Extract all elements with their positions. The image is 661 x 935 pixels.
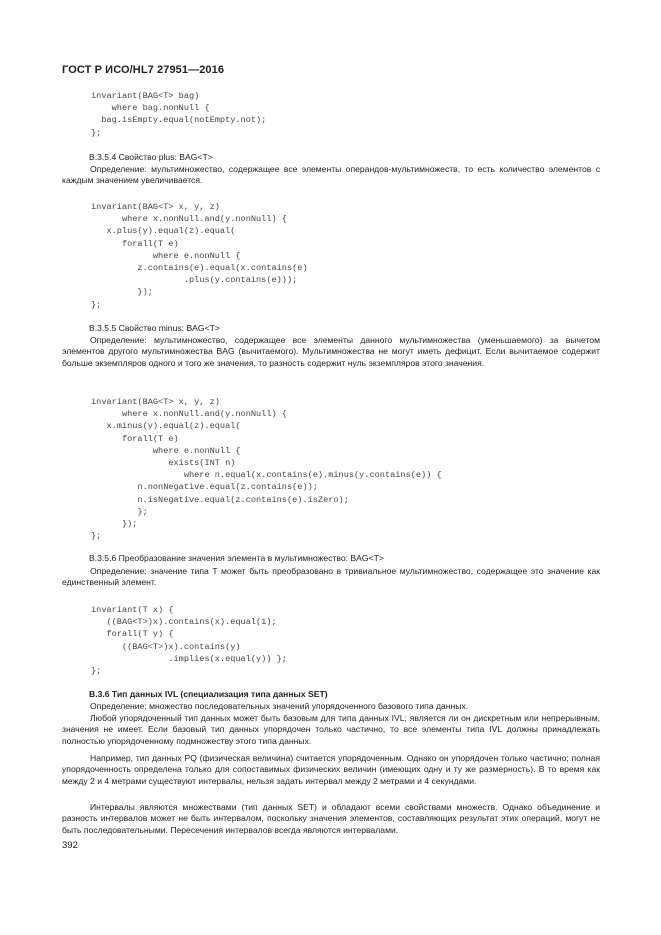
paragraph-ivl-sets: Интервалы являются множествами (тип данных SET) и обладают всеми свойствами множеств. Однако объединение и разность интервалов может не быть интервалом, поскольку значения элементов, составляющих результат этих операций, могут не быть последовательными. Пересечения интервалов всегда являются интервалами. <box>62 802 600 835</box>
code-block-minus: invariant(BAG<T> x, y, z) where x.nonNull.and(y.nonNull) { x.minus(y).equal(z).equal( forall(T e) where e.nonNull { exists(INT n) where n.equal(x.contains(e).minus(y.contains(e)) { n.nonNegative.equal(z.contains(e)); n.isNegative.equal(z.contains(e).isZero); }; }); }; <box>91 397 442 542</box>
section-heading-minus: B.3.5.5 Свойство minus: BAG<T> <box>89 323 220 333</box>
code-block-plus: invariant(BAG<T> x, y, z) where x.nonNull.and(y.nonNull) { x.plus(y).equal(z).equal( forall(T e) where e.nonNull { z.contains(e).equal(x.contains(e) .plus(y.contains(e))); }); }; <box>91 202 308 310</box>
page-number: 392 <box>62 840 78 851</box>
code-block-conversion: invariant(T x) { ((BAG<T>)x).contains(x).equal(1); forall(T y) { ((BAG<T>)x).contains(y) .implies(x.equal(y)) }; }; <box>91 605 287 677</box>
paragraph-plus-definition: Определение: мультимножество, содержащее все элементы операндов-мультимножеств, то есть количество элементов с каждым значением увеличивается. <box>62 164 600 186</box>
code-block-bag-isempty: invariant(BAG<T> bag) where bag.nonNull { bag.isEmpty.equal(notEmpty.not); }; <box>91 91 267 138</box>
section-heading-ivl: B.3.6 Тип данных IVL (специализация типа данных SET) <box>89 689 328 699</box>
paragraph-ivl-base-type: Любой упорядоченный тип данных может быть базовым для типа данных IVL; является ли он дискретным или непрерывным, значения не имеет. Если базовый тип данных упорядочен только частично, то все элементы типа IVL должны принадлежать полностью упорядоченному подмножеству этого типа данных. <box>62 713 600 746</box>
paragraph-ivl-pq-example: Например, тип данных PQ (физическая величина) считается упорядоченным. Однако он упорядочен только частично; полная упорядоченность определена только для сопоставимых физических величин (имеющих одну и ту же размерность). В то время как между 2 и 4 метрами существуют интервалы, нельзя задать интервал между 2 метрами и 4 секундами. <box>62 753 600 786</box>
paragraph-ivl-definition: Определение: множество последовательных значений упорядоченного базового типа данных. <box>90 701 469 711</box>
paragraph-conversion-definition: Определение: значение типа T может быть преобразовано в тривиальное мультимножество, содержащее это значение как единственный элемент. <box>62 566 600 588</box>
section-heading-conversion: B.3.5.6 Преобразование значения элемента в мультимножество: BAG<T> <box>89 553 384 563</box>
paragraph-minus-definition: Определение: мультимножество, содержащее все элементы данного мультимножества (уменьшаемого) за вычетом элементов другого мультимножества BAG (вычитаемого). Мультимножества не могут иметь дефицит. Если вычитаемое содержит больше экземпляров одного и того же значения, то разность содержит нуль экземпляров этого значения. <box>62 335 600 368</box>
standard-header: ГОСТ Р ИСО/HL7 27951—2016 <box>62 64 225 76</box>
section-heading-plus: B.3.5.4 Свойство plus: BAG<T> <box>89 152 213 162</box>
